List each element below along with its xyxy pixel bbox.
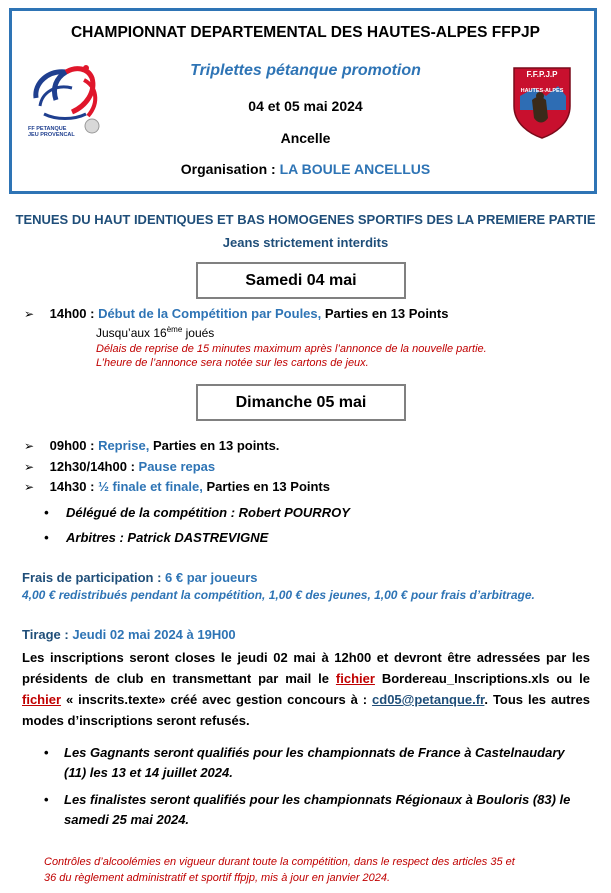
fichier-link[interactable]: fichier (22, 692, 62, 707)
bullet-dot-icon: • (44, 792, 49, 807)
bullet-dot-icon: • (44, 505, 49, 520)
bullet-dot-icon: • (44, 530, 49, 545)
sunday-heading: Dimanche 05 mai (196, 384, 406, 421)
saturday-heading: Samedi 04 mai (196, 262, 406, 299)
page-title: CHAMPIONNAT DEPARTEMENTAL DES HAUTES-ALPES FFPJP (70, 24, 541, 41)
fichier-link[interactable]: fichier (335, 671, 375, 686)
footer-note-1: Contrôles d’alcoolémies en vigueur durant toute la compétition, dans le respect des articles 35 et (44, 856, 515, 868)
qualification-item: • Les finalistes seront qualifiés pour les championnats Régionaux à Bouloris (83) le samedi 25 mai 2024. (44, 792, 571, 827)
arrow-bullet-icon: ➢ (24, 439, 35, 453)
saturday-note-2: L’heure de l’annonce sera notée sur les cartons de jeux. (96, 357, 369, 369)
dress-code-rule: TENUES DU HAUT IDENTIQUES ET BAS HOMOGENES SPORTIFS DES LA PREMIERE PARTIE (15, 212, 596, 227)
delegue-line: • Délégué de la compétition : Robert POURROY (44, 505, 350, 520)
arrow-bullet-icon: ➢ (24, 480, 35, 494)
organisation-name: LA BOULE ANCELLUS (279, 161, 431, 177)
bullet-dot-icon: • (44, 745, 49, 760)
saturday-item: ➢ 14h00 : Début de la Compétition par Poules, Parties en 13 Points (24, 306, 449, 321)
frais-line: Frais de participation : 6 € par joueurs (22, 570, 258, 585)
frais-detail: 4,00 € redistribués pendant la compétition, 1,00 € des jeunes, 1,00 € pour frais d’arbitrage. (22, 588, 535, 602)
ff-petanque-caption: FF PETANQUE JEU PROVENCAL (28, 126, 75, 138)
ffpjp-logo-bottom-text: HAUTES-ALPES (520, 88, 564, 94)
arrow-bullet-icon: ➢ (24, 460, 35, 474)
footer-note-2: 36 du règlement administratif et sportif ffpjp, mis à jour en janvier 2024. (44, 872, 391, 884)
organisation-label: Organisation : (180, 161, 276, 177)
organisation-line (0, 161, 611, 177)
sunday-item: ➢ 12h30/14h00 : Pause repas (24, 459, 216, 474)
inscriptions-paragraph: Les inscriptions seront closes le jeudi 02 mai à 12h00 et devront être adressées par les présidents de club en transmettant par mail le fichier Bordereau_Inscriptions.xls ou le fichier « inscrits.texte» créé avec gestion concours à : cd05@petanque.fr. Tous les autres modes d’inscriptions seront refusés. (22, 650, 591, 728)
ffpjp-logo-top-text: F.F.P.J.P (526, 70, 558, 79)
jeans-rule: Jeans strictement interdits (222, 235, 389, 250)
saturday-subline: Jusqu’aux 16ème joués (96, 325, 215, 340)
competition-place: Ancelle (280, 130, 331, 146)
email-link[interactable]: cd05@petanque.fr (372, 692, 485, 707)
arrow-bullet-icon: ➢ (24, 307, 35, 321)
arbitres-line: • Arbitres : Patrick DASTREVIGNE (44, 530, 269, 545)
saturday-note-1: Délais de reprise de 15 minutes maximum après l’annonce de la nouvelle partie. (96, 343, 487, 355)
sunday-item: ➢ 09h00 : Reprise, Parties en 13 points. (24, 438, 280, 453)
qualification-item: • Les Gagnants seront qualifiés pour les championnats de France à Castelnaudary (11) les 13 et 14 juillet 2024. (44, 745, 565, 780)
competition-date: 04 et 05 mai 2024 (248, 98, 363, 114)
competition-subtitle: Triplettes pétanque promotion (190, 62, 421, 79)
tirage-line: Tirage : Jeudi 02 mai 2024 à 19H00 (22, 627, 236, 642)
sunday-item: ➢ 14h30 : ½ finale et finale, Parties en 13 Points (24, 479, 330, 494)
